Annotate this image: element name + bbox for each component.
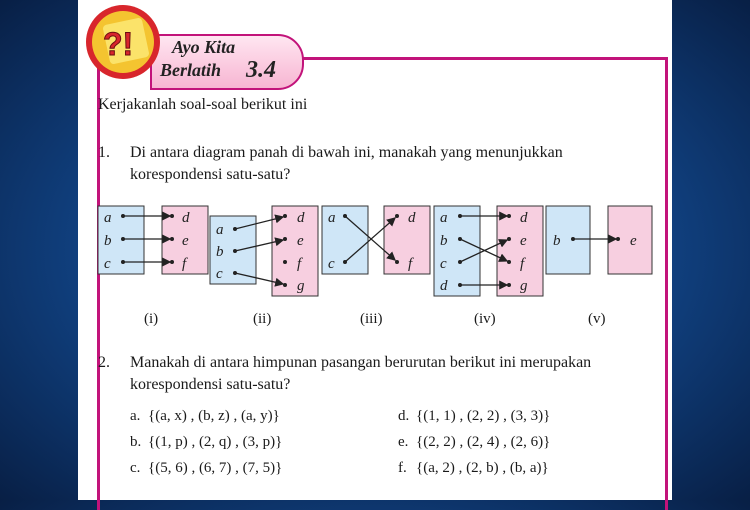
diagram-iv-domain-b: b [440, 233, 448, 249]
section-number: 3.4 [246, 57, 276, 83]
diagram-label-ii: (ii) [253, 311, 272, 327]
diagram-iii-domain-a: a [328, 210, 336, 226]
option-f-label: f. [398, 460, 407, 476]
title-line2: Berlatih [160, 60, 222, 80]
diagram-iv-codomain-g: g [520, 278, 528, 294]
question2-text-line2: korespondensi satu-satu? [130, 376, 291, 393]
diagram-label-i: (i) [144, 311, 159, 327]
option-e-text: {(2, 2) , (2, 4) , (2, 6)} [416, 434, 551, 450]
diagram-ii-codomain-d: d [297, 210, 305, 226]
question2-number: 2. [98, 354, 110, 371]
diagram-ii [210, 206, 318, 296]
diagram-iii-domain-c: c [328, 256, 335, 272]
diagram-label-v: (v) [588, 311, 606, 327]
question2-text-line1: Manakah di antara himpunan pasangan berurutan berikut ini merupakan [130, 354, 592, 371]
diagram-ii-domain-b: b [216, 244, 224, 260]
diagram-ii-domain-c: c [216, 266, 223, 282]
diagram-iv [434, 206, 543, 296]
diagram-i-codomain-e: e [182, 233, 189, 249]
option-d-label: d. [398, 408, 410, 424]
instruction-text: Kerjakanlah soal-soal berikut ini [98, 96, 308, 113]
diagram-iv-domain-c: c [440, 256, 447, 272]
diagram-label-iii: (iii) [360, 311, 383, 327]
diagram-label-iv: (iv) [474, 311, 496, 327]
diagram-iii-codomain-f: f [408, 256, 413, 272]
diagram-ii-codomain-e: e [297, 233, 304, 249]
diagram-ii-domain-a: a [216, 222, 224, 238]
diagram-ii-codomain-f: f [297, 256, 302, 272]
diagram-i-domain-b: b [104, 233, 112, 249]
diagram-iv-codomain-e: e [520, 233, 527, 249]
diagram-i [98, 206, 208, 274]
diagram-iii [322, 206, 430, 274]
option-c-text: {(5, 6) , (6, 7) , (7, 5)} [148, 460, 283, 476]
option-d-text: {(1, 1) , (2, 2) , (3, 3)} [416, 408, 551, 424]
diagram-v-domain-b: b [553, 233, 561, 249]
title-line1: Ayo Kita [172, 37, 236, 57]
question1-number: 1. [98, 144, 110, 161]
option-a-text: {(a, x) , (b, z) , (a, y)} [148, 408, 280, 424]
diagram-v-codomain-e: e [630, 233, 637, 249]
diagram-iii-codomain-d: d [408, 210, 416, 226]
diagram-i-codomain-d: d [182, 210, 190, 226]
diagram-iv-codomain-d: d [520, 210, 528, 226]
diagram-i-domain-c: c [104, 256, 111, 272]
diagram-iii-codomain [384, 206, 430, 274]
question1-text-line2: korespondensi satu-satu? [130, 166, 291, 183]
option-e-label: e. [398, 434, 409, 450]
diagram-v [546, 206, 652, 274]
diagram-i-domain-a: a [104, 210, 112, 226]
option-b-text: {(1, p) , (2, q) , (3, p)} [148, 434, 283, 450]
option-f-text: {(a, 2) , (2, b) , (b, a)} [416, 460, 549, 476]
diagram-iv-codomain-f: f [520, 256, 525, 272]
diagram-ii-codomain-g: g [297, 278, 305, 294]
option-c-label: c. [130, 460, 141, 476]
option-a-label: a. [130, 408, 141, 424]
diagram-i-codomain-f: f [182, 256, 187, 272]
question1-text-line1: Di antara diagram panah di bawah ini, manakah yang menunjukkan [130, 144, 563, 161]
diagram-iv-domain-d: d [440, 278, 448, 294]
svg-text:?!: ?! [103, 26, 134, 62]
diagram-iv-domain-a: a [440, 210, 448, 226]
option-b-label: b. [130, 434, 142, 450]
